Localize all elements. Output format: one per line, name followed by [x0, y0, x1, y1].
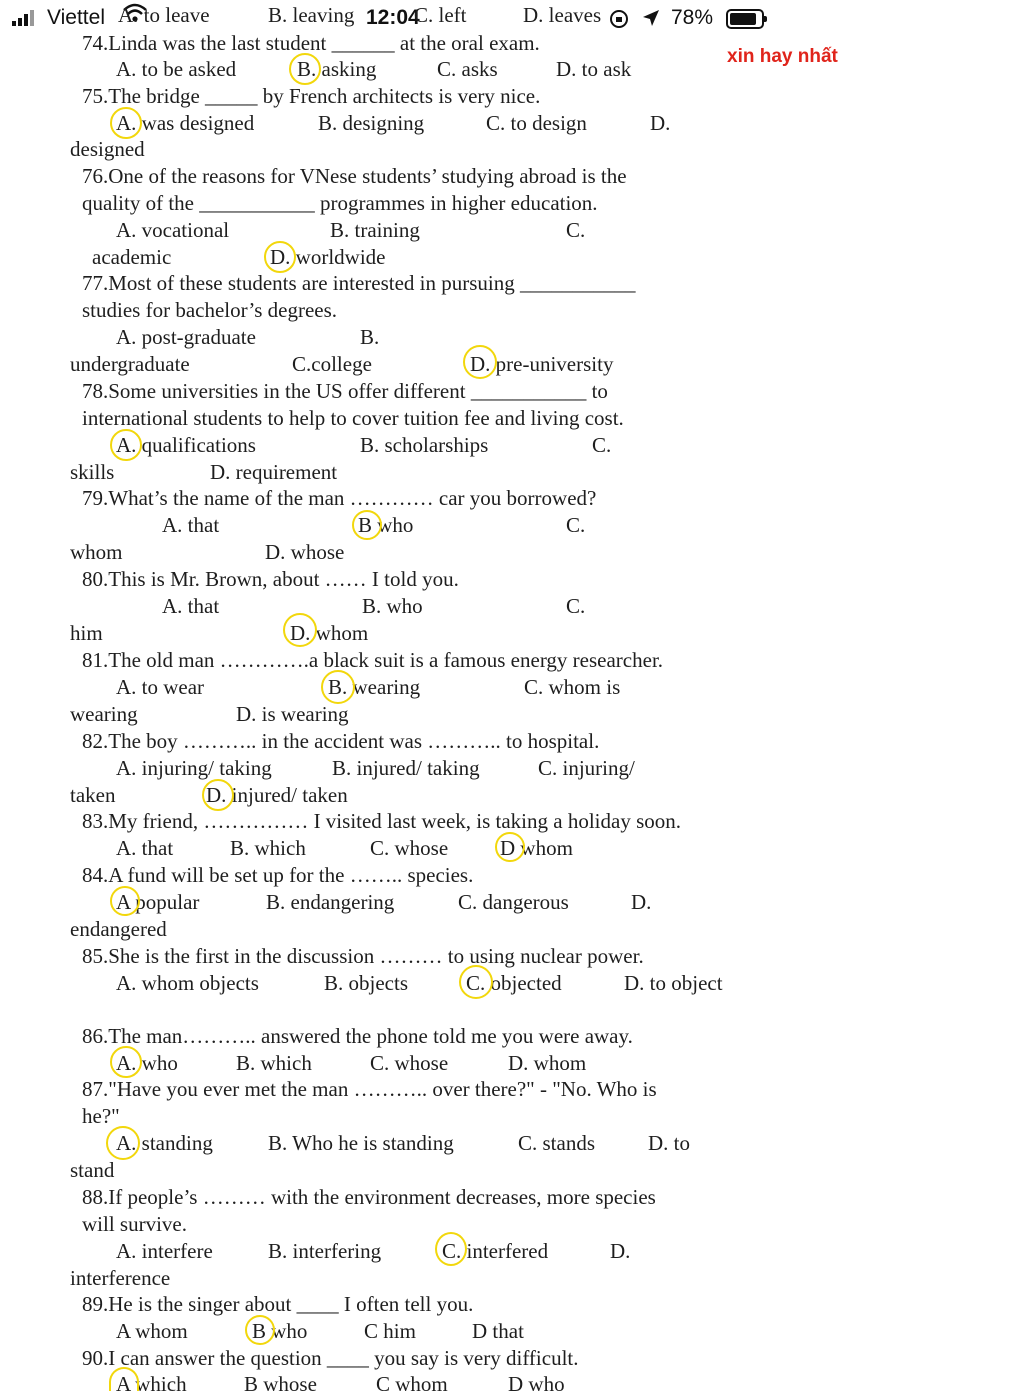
q86-option-b: B. which: [236, 1051, 312, 1075]
q79-option-d: D. whose: [265, 540, 345, 564]
q89-stem: 89.He is the singer about ____ I often tell you.: [82, 1292, 474, 1316]
q87-option-d-line1: D. to: [648, 1131, 690, 1155]
q76-option-a: A. vocational: [116, 218, 230, 242]
q76-option-c-text: academic: [92, 245, 172, 269]
q77-option-b-letter: B.: [360, 325, 380, 349]
q80-option-a: A. that: [162, 594, 220, 618]
q79-option-c-text: whom: [70, 540, 123, 564]
q80-option-c-letter: C.: [566, 594, 586, 618]
q87-option-d-line2: stand: [70, 1158, 115, 1182]
q84-stem: 84.A fund will be set up for the …….. species.: [82, 863, 474, 887]
q81-option-c-cont: wearing: [70, 702, 138, 726]
q80-option-d: D. whom: [290, 621, 369, 645]
q82-option-d: D. injured/ taken: [206, 783, 348, 807]
q85-option-b: B. objects: [324, 971, 408, 995]
q78-option-a: A. qualifications: [116, 433, 256, 457]
q76-option-c-letter: C.: [566, 218, 586, 242]
q85-option-d: D. to object: [624, 971, 723, 995]
q76-stem-line1: 76.One of the reasons for VNese students’ studying abroad is the: [82, 164, 627, 188]
signal-icon: [12, 10, 38, 26]
q88-stem-line2: will survive.: [82, 1212, 187, 1236]
q78-stem-line2: international students to help to cover tuition fee and living cost.: [82, 406, 624, 430]
q76-option-b: B. training: [330, 218, 420, 242]
q88-stem-line1: 88.If people’s ……… with the environment decreases, more species: [82, 1185, 656, 1209]
q82-option-c-line1: C. injuring/: [538, 756, 635, 780]
q87-option-a: A. standing: [116, 1131, 213, 1155]
header-option-d: D. leaves: [523, 3, 602, 27]
q88-option-a: A. interfere: [116, 1239, 213, 1263]
q87-option-c: C. stands: [518, 1131, 596, 1155]
q76-answer-circle: [264, 241, 296, 273]
q89-option-a: A whom: [116, 1319, 188, 1343]
q75-option-c: C. to design: [486, 111, 587, 135]
q77-option-c: C.college: [292, 352, 372, 376]
q83-stem: 83.My friend, …………… I visited last week, is taking a holiday soon.: [82, 809, 682, 833]
q83-option-b: B. which: [230, 836, 306, 860]
q80-option-c-text: him: [70, 621, 103, 645]
q86-option-c: C. whose: [370, 1051, 449, 1075]
q75-option-a: A. was designed: [116, 111, 255, 135]
q81-option-a: A. to wear: [116, 675, 205, 699]
q79-option-a: A. that: [162, 513, 220, 537]
q80-answer-circle: [283, 613, 317, 647]
q78-option-c-text: skills: [70, 460, 115, 484]
q77-stem-line1: 77.Most of these students are interested in pursuing ___________: [82, 271, 636, 295]
q88-answer-circle: [435, 1232, 467, 1266]
q81-answer-circle: [321, 670, 355, 704]
q87-option-b: B. Who he is standing: [268, 1131, 454, 1155]
q78-option-d: D. requirement: [210, 460, 338, 484]
q87-stem-line2: he?": [82, 1104, 120, 1128]
q81-stem: 81.The old man ………….a black suit is a famous energy researcher.: [82, 648, 664, 672]
answer-note: xin hay nhất: [727, 46, 838, 67]
q88-option-d-text: interference: [70, 1266, 171, 1290]
q90-stem: 90.I can answer the question ____ you say is very difficult.: [82, 1346, 579, 1370]
battery-percent: 78%: [671, 6, 714, 29]
q84-option-d-text: endangered: [70, 917, 167, 941]
q85-stem: 85.She is the first in the discussion ……… to using nuclear power.: [82, 944, 644, 968]
q74-answer-circle: [289, 53, 321, 85]
q79-option-c-letter: C.: [566, 513, 586, 537]
q84-option-c: C. dangerous: [458, 890, 569, 914]
q83-answer-circle: [495, 832, 525, 862]
q90-option-b: B whose: [244, 1372, 317, 1396]
q76-stem-line2: quality of the ___________ programmes in higher education.: [82, 191, 598, 215]
q75-stem: 75.The bridge _____ by French architects is very nice.: [82, 84, 541, 108]
q78-answer-circle: [110, 429, 142, 461]
status-time: 12:04: [366, 6, 420, 29]
carrier-name: Viettel: [47, 6, 105, 29]
q90-option-a: A which: [116, 1372, 187, 1396]
q90-option-d: D who: [508, 1372, 565, 1396]
location-icon: [641, 8, 661, 34]
q74-option-c: C. asks: [437, 57, 498, 81]
q83-option-a: A. that: [116, 836, 174, 860]
q85-option-c: C. objected: [466, 971, 562, 995]
q80-stem: 80.This is Mr. Brown, about …… I told you.: [82, 567, 459, 591]
q81-option-b: B. wearing: [328, 675, 421, 699]
q87-answer-circle: [106, 1126, 140, 1160]
q74-stem: 74.Linda was the last student ______ at the oral exam.: [82, 31, 540, 55]
q89-option-b: B who: [252, 1319, 308, 1343]
q90-option-c: C whom: [376, 1372, 448, 1396]
q75-option-d-text: designed: [70, 137, 145, 161]
q85-answer-circle: [459, 965, 493, 999]
q82-option-b: B. injured/ taking: [332, 756, 480, 780]
q88-option-b: B. interfering: [268, 1239, 382, 1263]
header-option-b: B. leaving: [268, 3, 355, 27]
header-option-a: A. to leave: [118, 3, 210, 27]
q86-answer-circle: [110, 1046, 142, 1078]
q83-option-d: D whom: [500, 836, 573, 860]
q82-stem: 82.The boy ……….. in the accident was ……….. to hospital.: [82, 729, 600, 753]
q77-stem-line2: studies for bachelor’s degrees.: [82, 298, 338, 322]
q89-option-d: D that: [472, 1319, 524, 1343]
q82-option-c-line2: taken: [70, 783, 116, 807]
q81-option-c: C. whom is: [524, 675, 621, 699]
q82-answer-circle: [202, 779, 234, 811]
q88-option-c: C. interfered: [442, 1239, 549, 1263]
q79-answer-circle: [352, 510, 382, 540]
q79-stem: 79.What’s the name of the man ………… car you borrowed?: [82, 486, 597, 510]
battery-icon: [726, 9, 764, 29]
q80-option-b: B. who: [362, 594, 423, 618]
q77-option-a: A. post-graduate: [116, 325, 256, 349]
q84-option-d-letter: D.: [631, 890, 652, 914]
q89-answer-circle: [245, 1315, 275, 1345]
q81-option-d: D. is wearing: [236, 702, 349, 726]
orientation-lock-icon: [609, 9, 629, 35]
q78-option-b: B. scholarships: [360, 433, 489, 457]
q77-answer-circle: [463, 345, 497, 379]
q76-option-d: D. worldwide: [270, 245, 386, 269]
q79-option-b: B who: [358, 513, 414, 537]
q74-option-d: D. to ask: [556, 57, 632, 81]
header-option-c: C. left: [414, 3, 467, 27]
q75-option-b: B. designing: [318, 111, 425, 135]
q78-option-c-letter: C.: [592, 433, 612, 457]
q86-option-d: D. whom: [508, 1051, 587, 1075]
q85-option-a: A. whom objects: [116, 971, 259, 995]
q86-option-a: A. who: [116, 1051, 178, 1075]
q89-option-c: C him: [364, 1319, 416, 1343]
q83-option-c: C. whose: [370, 836, 449, 860]
q78-stem-line1: 78.Some universities in the US offer different ___________ to: [82, 379, 608, 403]
q84-answer-circle: [110, 886, 140, 916]
q74-option-a: A. to be asked: [116, 57, 237, 81]
q88-option-d-letter: D.: [610, 1239, 631, 1263]
q74-option-b: B. asking: [297, 57, 377, 81]
q84-option-a: A popular: [116, 890, 200, 914]
q90-answer-circle: [109, 1367, 139, 1391]
q87-stem-line1: 87."Have you ever met the man ……….. over there?" - "No. Who is: [82, 1077, 657, 1101]
q77-option-b-text: undergraduate: [70, 352, 190, 376]
q86-stem: 86.The man……….. answered the phone told me you were away.: [82, 1024, 633, 1048]
q75-answer-circle: [110, 107, 142, 139]
q77-option-d: D. pre-university: [470, 352, 614, 376]
q75-option-d-letter: D.: [650, 111, 671, 135]
q84-option-b: B. endangering: [266, 890, 395, 914]
q82-option-a: A. injuring/ taking: [116, 756, 272, 780]
